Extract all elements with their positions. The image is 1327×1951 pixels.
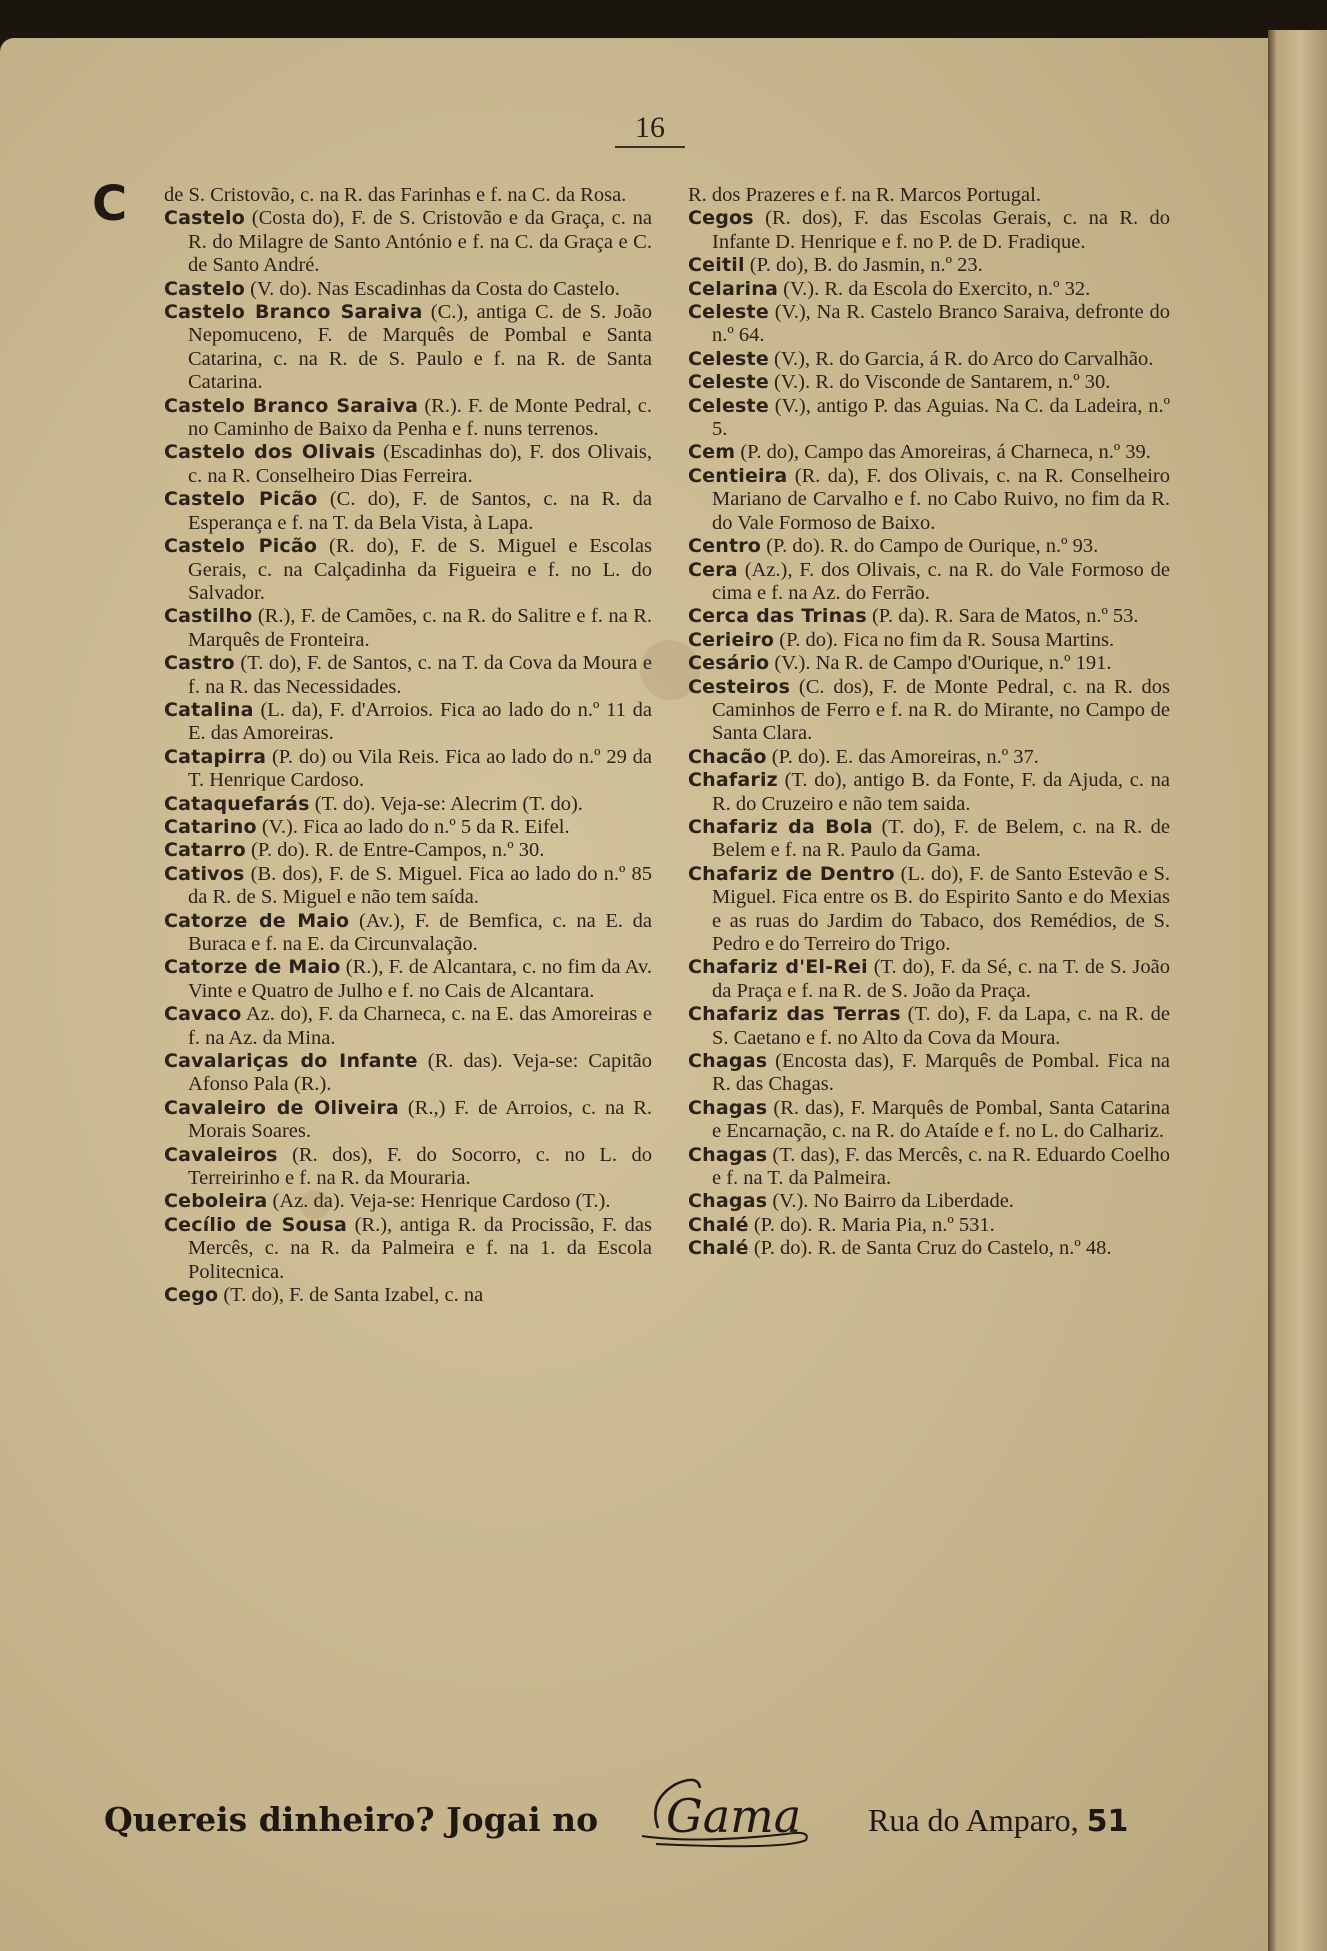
- street-entry: [688, 746, 1170, 769]
- street-description: (Av.), F. de Bemfica, c. na E. da Buraca e f. na E. da Circunvalação.: [188, 909, 652, 955]
- street-description: (V.), Na R. Castelo Branco Saraiva, defronte do n.º 64.: [712, 301, 1170, 347]
- street-entry: [164, 956, 652, 1003]
- street-entry: [164, 441, 652, 488]
- footer-address: [868, 1802, 1128, 1839]
- street-name: Castelo Picão: [164, 535, 318, 558]
- street-description: (R. das). Veja-se: Capitão Afonso Pala (R.).: [188, 1050, 653, 1096]
- street-entry: [688, 254, 1170, 277]
- street-entry: [164, 395, 652, 442]
- footer-slogan: Quereis dinheiro? Jogai no: [104, 1800, 599, 1839]
- street-entry: [164, 1190, 652, 1213]
- street-description: (V.). Na R. de Campo d'Ourique, n.º 191.: [769, 652, 1112, 675]
- gama-logo-graphic: [636, 1770, 836, 1850]
- street-entry: [688, 605, 1170, 628]
- street-name: Cerieiro: [688, 628, 775, 651]
- street-name: Cesário: [688, 652, 770, 675]
- address-street: Rua do Amparo,: [868, 1802, 1087, 1838]
- street-entry: [688, 559, 1170, 606]
- street-name: Chafariz da Bola: [688, 815, 873, 838]
- street-entry: [164, 839, 652, 862]
- street-entry: [688, 629, 1170, 652]
- street-entry: [688, 278, 1170, 301]
- street-description: (L. do), F. de Santo Estevão e S. Miguel. Fica entre os B. do Espirito Santo e do Mexias e as ruas do Jardim do Tabaco, dos Remédios, de S. Pedro e do Terreiro do Trigo.: [712, 862, 1171, 955]
- street-name: Cataquefarás: [164, 792, 310, 815]
- street-name: Chafariz: [688, 769, 778, 792]
- street-description: (T. do), F. da Lapa, c. na R. de S. Caetano e f. no Alto da Cova da Moura.: [712, 1003, 1171, 1049]
- street-description: (P. do) ou Vila Reis. Fica ao lado do n.º 29 da T. Henrique Cardoso.: [188, 745, 652, 792]
- street-name: Chagas: [688, 1096, 768, 1119]
- street-entry: [164, 207, 652, 277]
- street-name: Chafariz d'El-Rei: [688, 956, 868, 979]
- street-entry: [688, 348, 1170, 371]
- street-description: (V.). R. da Escola do Exercito, n.º 32.: [778, 277, 1091, 300]
- street-name: Chagas: [688, 1050, 768, 1073]
- street-name: Cativos: [164, 862, 245, 885]
- street-name: Cavaleiros: [164, 1143, 278, 1166]
- street-entry: [688, 652, 1170, 675]
- street-entry: [164, 1097, 652, 1144]
- street-name: Catarro: [164, 839, 246, 862]
- street-name: Castelo Branco Saraiva: [164, 394, 419, 417]
- street-description: (P. do). E. das Amoreiras, n.º 37.: [766, 745, 1039, 768]
- street-description: (B. dos), F. de S. Miguel. Fica ao lado do n.º 85 da R. de S. Miguel e não tem saída.: [188, 862, 652, 909]
- street-entry: [164, 605, 652, 652]
- street-entry: [164, 1214, 652, 1284]
- street-name: Castelo: [164, 207, 246, 230]
- street-name: Celeste: [688, 301, 769, 324]
- street-description: (T. do), F. de Belem, c. na R. de Belem e f. na R. Paulo da Gama.: [712, 815, 1170, 862]
- street-name: Celarina: [688, 277, 778, 300]
- street-description: (Costa do), F. de S. Cristovão e da Graça, c. na R. do Milagre de Santo António e f. na C. da Graça e C. de Santo André.: [188, 207, 652, 277]
- street-entry: [688, 769, 1170, 816]
- page-number: 16: [615, 110, 685, 148]
- street-entry: [688, 1190, 1170, 1213]
- street-entry: [164, 184, 652, 207]
- street-description: (V.), antigo P. das Aguias. Na C. da Ladeira, n.º 5.: [712, 394, 1170, 441]
- street-entry: [164, 1284, 652, 1307]
- street-name: Ceitil: [688, 254, 745, 277]
- street-name: Cera: [688, 558, 738, 581]
- street-description: (V.). No Bairro da Liberdade.: [767, 1190, 1014, 1213]
- street-entry: [164, 699, 652, 746]
- street-description: (P. do). R. Maria Pia, n.º 531.: [748, 1213, 995, 1236]
- street-name: Castelo: [164, 277, 246, 300]
- street-entry: [688, 371, 1170, 394]
- street-description: (R. das), F. Marquês de Pombal, Santa Catarina e Encarnação, c. na R. do Ataíde e f. no L. do Calhariz.: [712, 1096, 1170, 1143]
- street-description: (T. do). Veja-se: Alecrim (T. do).: [309, 792, 583, 815]
- street-name: Cavaleiro de Oliveira: [164, 1096, 399, 1119]
- street-name: Chalé: [688, 1213, 749, 1236]
- street-description: (R.), F. de Alcantara, c. no fim da Av. Vinte e Quatro de Julho e f. no Cais de Alcantara.: [188, 956, 652, 1002]
- street-name: Castelo Picão: [164, 488, 318, 511]
- right-column: [688, 184, 1170, 1261]
- street-name: Celeste: [688, 371, 769, 394]
- street-name: Chalé: [688, 1237, 749, 1260]
- street-description: (V. do). Nas Escadinhas da Costa do Castelo.: [245, 277, 620, 300]
- street-entry: [688, 956, 1170, 1003]
- street-entry: [164, 535, 652, 605]
- street-description: (Encosta das), F. Marquês de Pombal. Fica na R. das Chagas.: [712, 1050, 1170, 1096]
- street-name: Catorze de Maio: [164, 956, 341, 979]
- street-name: Cecílio de Sousa: [164, 1213, 347, 1236]
- section-letter: C: [92, 176, 128, 232]
- street-entry: [688, 301, 1170, 348]
- street-description: (V.). Fica ao lado do n.º 5 da R. Eifel.: [256, 815, 570, 838]
- street-description: (R.). F. de Monte Pedral, c. no Caminho de Baixo da Penha e f. nuns terrenos.: [188, 394, 653, 441]
- street-entry: [688, 1050, 1170, 1097]
- street-description: (T. do), F. de Santos, c. na T. da Cova da Moura e f. na R. das Necessidades.: [188, 652, 652, 698]
- street-entry: [688, 863, 1170, 957]
- advertisement-footer: [104, 1770, 1194, 1860]
- gama-logo: [636, 1770, 836, 1850]
- street-description: (T. do), F. da Sé, c. na T. de S. João da Praça e f. na R. de S. João da Praça.: [712, 956, 1170, 1002]
- left-column: [164, 184, 652, 1308]
- street-entry: [164, 910, 652, 957]
- street-description: (R. dos), F. do Socorro, c. no L. do Terreirinho e f. na R. da Mouraria.: [188, 1143, 652, 1190]
- street-entry: [688, 395, 1170, 442]
- street-description: de S. Cristovão, c. na R. das Farinhas e f. na C. da Rosa.: [164, 184, 627, 206]
- street-description: (P. do). R. de Santa Cruz do Castelo, n.º 48.: [748, 1237, 1112, 1260]
- street-name: Centro: [688, 535, 762, 558]
- street-description: (Az.), F. dos Olivais, c. na R. do Vale Formoso de cima e f. na Az. do Ferrão.: [712, 558, 1170, 604]
- street-entry: [164, 793, 652, 816]
- street-description: (P. da). R. Sara de Matos, n.º 53.: [866, 605, 1139, 628]
- street-entry: [688, 816, 1170, 863]
- street-name: Chacão: [688, 745, 767, 768]
- street-name: Catarino: [164, 815, 257, 838]
- street-description: (R. da), F. dos Olivais, c. na R. Conselheiro Mariano de Carvalho e f. no Cabo Ruivo, no fim da R. do Vale Formoso de Baixo.: [712, 464, 1170, 534]
- street-name: Castelo Branco Saraiva: [164, 301, 423, 324]
- street-description: (P. do), B. do Jasmin, n.º 23.: [744, 254, 983, 277]
- street-name: Celeste: [688, 394, 769, 417]
- street-entry: [688, 465, 1170, 535]
- street-name: Catorze de Maio: [164, 909, 350, 932]
- street-entry: [164, 278, 652, 301]
- street-entry: [688, 676, 1170, 746]
- street-description: Az. do), F. da Charneca, c. na E. das Amoreiras e f. na Az. da Mina.: [188, 1003, 652, 1049]
- street-entry: [688, 441, 1170, 464]
- street-entry: [164, 488, 652, 535]
- street-name: Chafariz de Dentro: [688, 862, 895, 885]
- street-name: Catapirra: [164, 745, 267, 768]
- page-edge: [1268, 30, 1327, 1951]
- street-entry: [164, 1050, 652, 1097]
- street-description: (C. do), F. de Santos, c. na R. da Esperança e f. na T. da Bela Vista, à Lapa.: [188, 488, 652, 534]
- street-entry: [688, 1214, 1170, 1237]
- street-description: (R.), F. de Camões, c. na R. do Salitre e f. na R. Marquês de Fronteira.: [188, 605, 652, 651]
- street-entry: [688, 1237, 1170, 1260]
- street-description: (V.), R. do Garcia, á R. do Arco do Carvalhão.: [768, 347, 1154, 370]
- street-description: (P. do). Fica no fim da R. Sousa Martins.: [774, 628, 1115, 651]
- street-entry: [164, 1144, 652, 1191]
- street-entry: [688, 207, 1170, 254]
- address-number: 51: [1086, 1804, 1129, 1839]
- street-description: (C. dos), F. de Monte Pedral, c. na R. dos Caminhos de Ferro e f. na R. do Mirante, no Campo de Santa Clara.: [712, 675, 1170, 745]
- street-description: (R.), antiga R. da Procissão, F. das Mercês, c. na R. da Palmeira e f. na 1. da Escola Politecnica.: [188, 1213, 652, 1283]
- street-name: Cem: [688, 441, 736, 464]
- street-description: (T. das), F. das Mercês, c. na R. Eduardo Coelho e f. na T. da Palmeira.: [712, 1143, 1170, 1190]
- street-entry: [164, 816, 652, 839]
- street-description: (P. do), Campo das Amoreiras, á Charneca, n.º 39.: [735, 441, 1151, 464]
- street-description: (T. do), antigo B. da Fonte, F. da Ajuda, c. na R. do Cruzeiro e não tem saida.: [712, 769, 1170, 815]
- street-name: Chafariz das Terras: [688, 1003, 901, 1026]
- gama-logo-text: Gama: [666, 1789, 802, 1843]
- street-description: (R. dos), F. das Escolas Gerais, c. na R. do Infante D. Henrique e f. no P. de D. Fradique.: [712, 207, 1170, 253]
- street-entry: [164, 746, 652, 793]
- street-name: Cavaco: [164, 1003, 242, 1026]
- street-name: Cerca das Trinas: [688, 605, 867, 628]
- street-name: Cegos: [688, 207, 754, 230]
- street-description: (C.), antiga C. de S. João Nepomuceno, F. de Marquês de Pombal e Santa Catarina, c. na R. de S. Paulo e f. na R. de Santa Catarina.: [188, 301, 653, 394]
- street-description: (P. do). R. de Entre-Campos, n.º 30.: [245, 839, 545, 862]
- street-name: Castro: [164, 652, 235, 675]
- street-description: (Az. da). Veja-se: Henrique Cardoso (T.).: [267, 1190, 611, 1213]
- street-name: Castilho: [164, 605, 253, 628]
- street-name: Cavalariças do Infante: [164, 1050, 418, 1073]
- street-entry: [688, 184, 1170, 207]
- street-name: Chagas: [688, 1143, 768, 1166]
- street-entry: [164, 1003, 652, 1050]
- street-name: Cesteiros: [688, 675, 791, 698]
- street-name: Celeste: [688, 347, 769, 370]
- street-description: R. dos Prazeres e f. na R. Marcos Portugal.: [688, 184, 1041, 206]
- street-name: Ceboleira: [164, 1190, 268, 1213]
- street-entry: [688, 1097, 1170, 1144]
- street-description: (P. do). R. do Campo de Ourique, n.º 93.: [761, 535, 1099, 558]
- street-entry: [688, 535, 1170, 558]
- street-entry: [688, 1144, 1170, 1191]
- street-name: Cego: [164, 1284, 219, 1307]
- street-description: (R. do), F. de S. Miguel e Escolas Gerais, c. na Calçadinha da Figueira e f. no L. do Salvador.: [188, 535, 652, 604]
- street-description: (Escadinhas do), F. dos Olivais, c. na R. Conselheiro Dias Ferreira.: [188, 441, 652, 487]
- street-description: (L. da), F. d'Arroios. Fica ao lado do n.º 11 da E. das Amoreiras.: [188, 698, 652, 745]
- street-description: (R.,) F. de Arroios, c. na R. Morais Soares.: [188, 1096, 652, 1143]
- street-description: (T. do), F. de Santa Izabel, c. na: [218, 1284, 484, 1307]
- street-entry: [688, 1003, 1170, 1050]
- street-entry: [164, 301, 652, 395]
- street-name: Chagas: [688, 1190, 768, 1213]
- street-entry: [164, 652, 652, 699]
- street-name: Catalina: [164, 698, 254, 721]
- street-name: Castelo dos Olivais: [164, 441, 376, 464]
- street-name: Centieira: [688, 464, 788, 487]
- street-description: (V.). R. do Visconde de Santarem, n.º 30.: [768, 371, 1111, 394]
- street-entry: [164, 863, 652, 910]
